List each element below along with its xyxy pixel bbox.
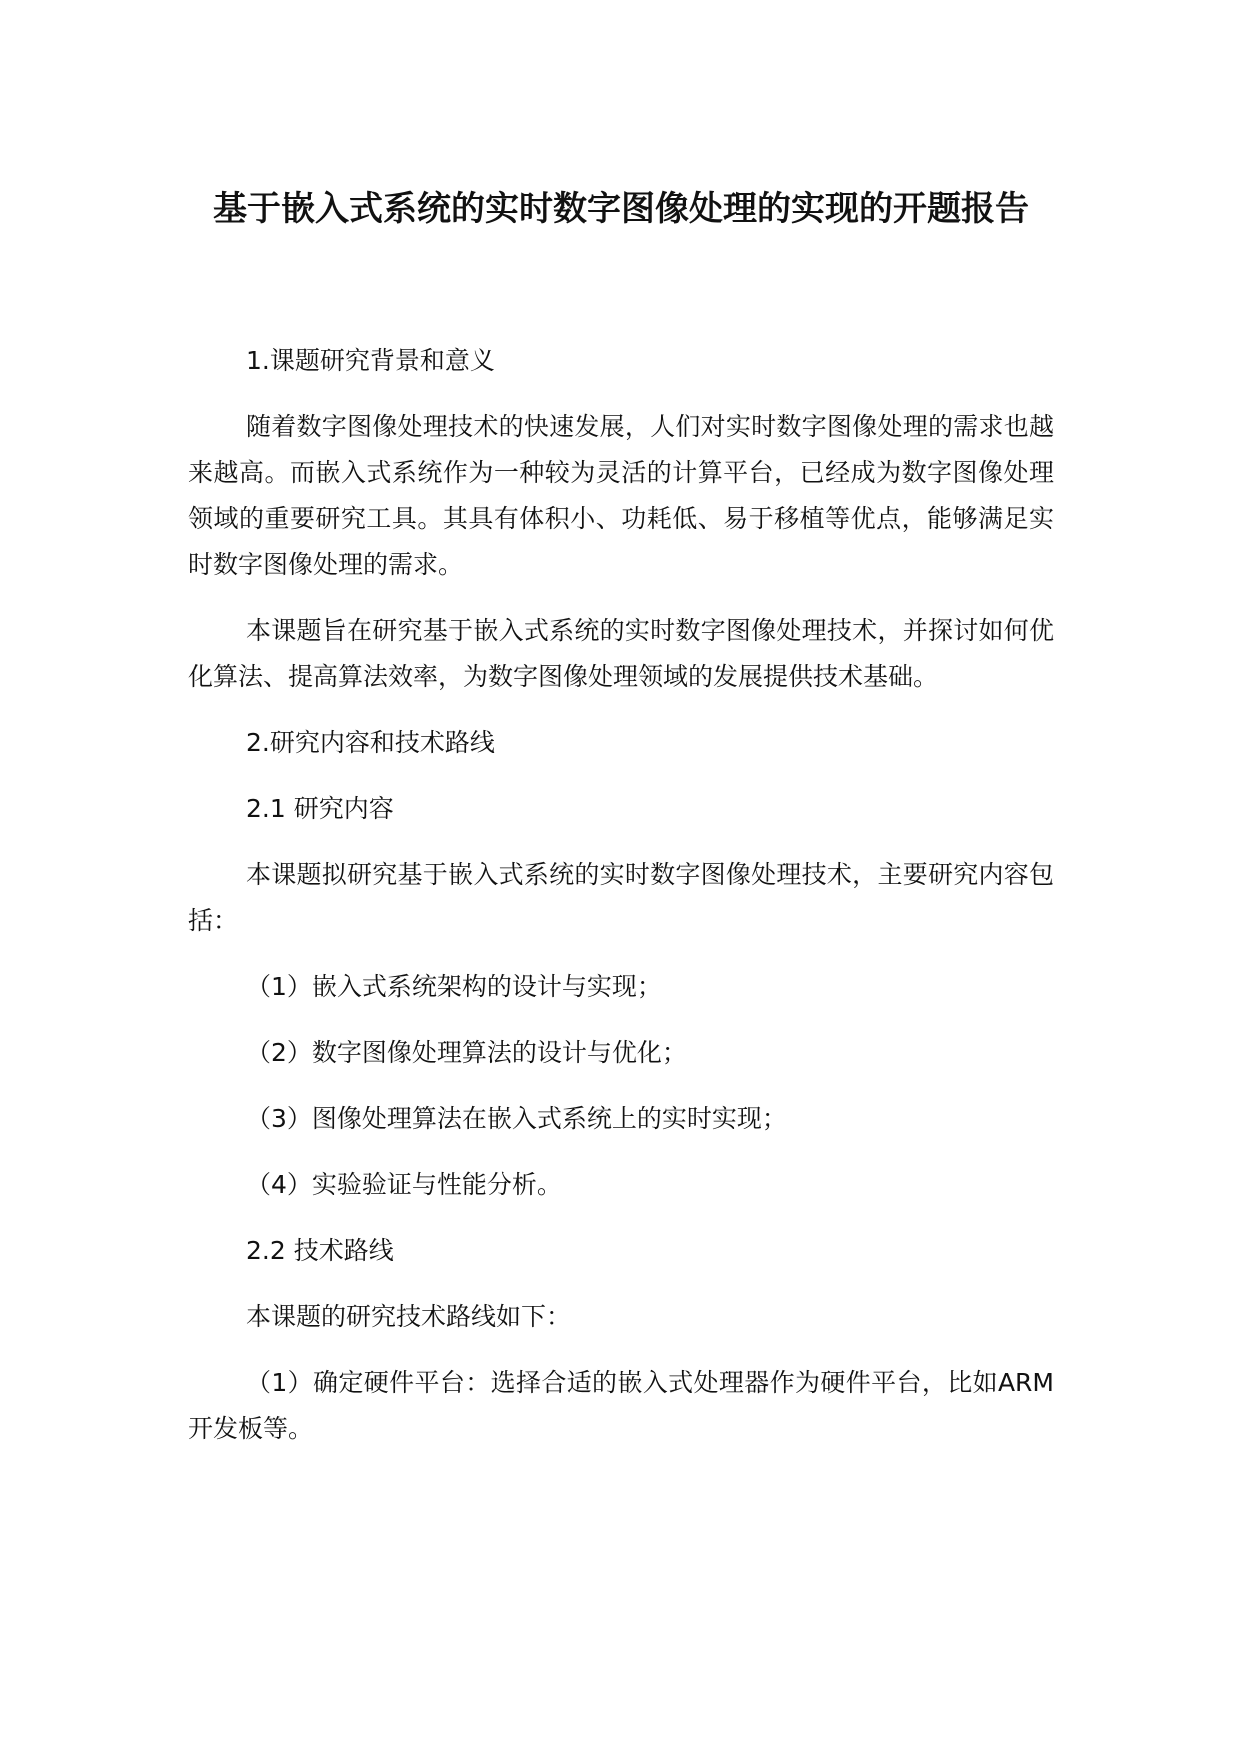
paragraph: 1.课题研究背景和意义 (246, 346, 495, 375)
document-title: 基于嵌入式系统的实时数字图像处理的实现的开题报告 (213, 189, 1029, 229)
document-body (188, 338, 1054, 1452)
paragraph: 2.2 技术路线 (246, 1236, 394, 1265)
paragraph: 本课题旨在研究基于嵌入式系统的实时数字图像处理技术，并探讨如何优化算法、提高算法效率，为数字图像处理领域的发展提供技术基础。 (188, 616, 1054, 691)
paragraph: （4）实验验证与性能分析。 (246, 1170, 562, 1199)
paragraph: （1）嵌入式系统架构的设计与实现； (246, 972, 662, 1001)
paragraph: 随着数字图像处理技术的快速发展，人们对实时数字图像处理的需求也越来越高。而嵌入式系统作为一种较为灵活的计算平台，已经成为数字图像处理领域的重要研究工具。其具有体积小、功耗低、易于移植等优点，能够满足实时数字图像处理的需求。 (188, 412, 1054, 579)
paragraph: 2.研究内容和技术路线 (246, 728, 495, 757)
paragraph: （2）数字图像处理算法的设计与优化； (246, 1038, 687, 1067)
paragraph: 本课题拟研究基于嵌入式系统的实时数字图像处理技术，主要研究内容包括： (188, 860, 1054, 935)
paragraph: 本课题的研究技术路线如下： (246, 1302, 572, 1331)
paragraph: （1）确定硬件平台：选择合适的嵌入式处理器作为硬件平台，比如ARM开发板等。 (188, 1368, 1054, 1443)
paragraph: （3）图像处理算法在嵌入式系统上的实时实现； (246, 1104, 787, 1133)
paragraph: 2.1 研究内容 (246, 794, 394, 823)
